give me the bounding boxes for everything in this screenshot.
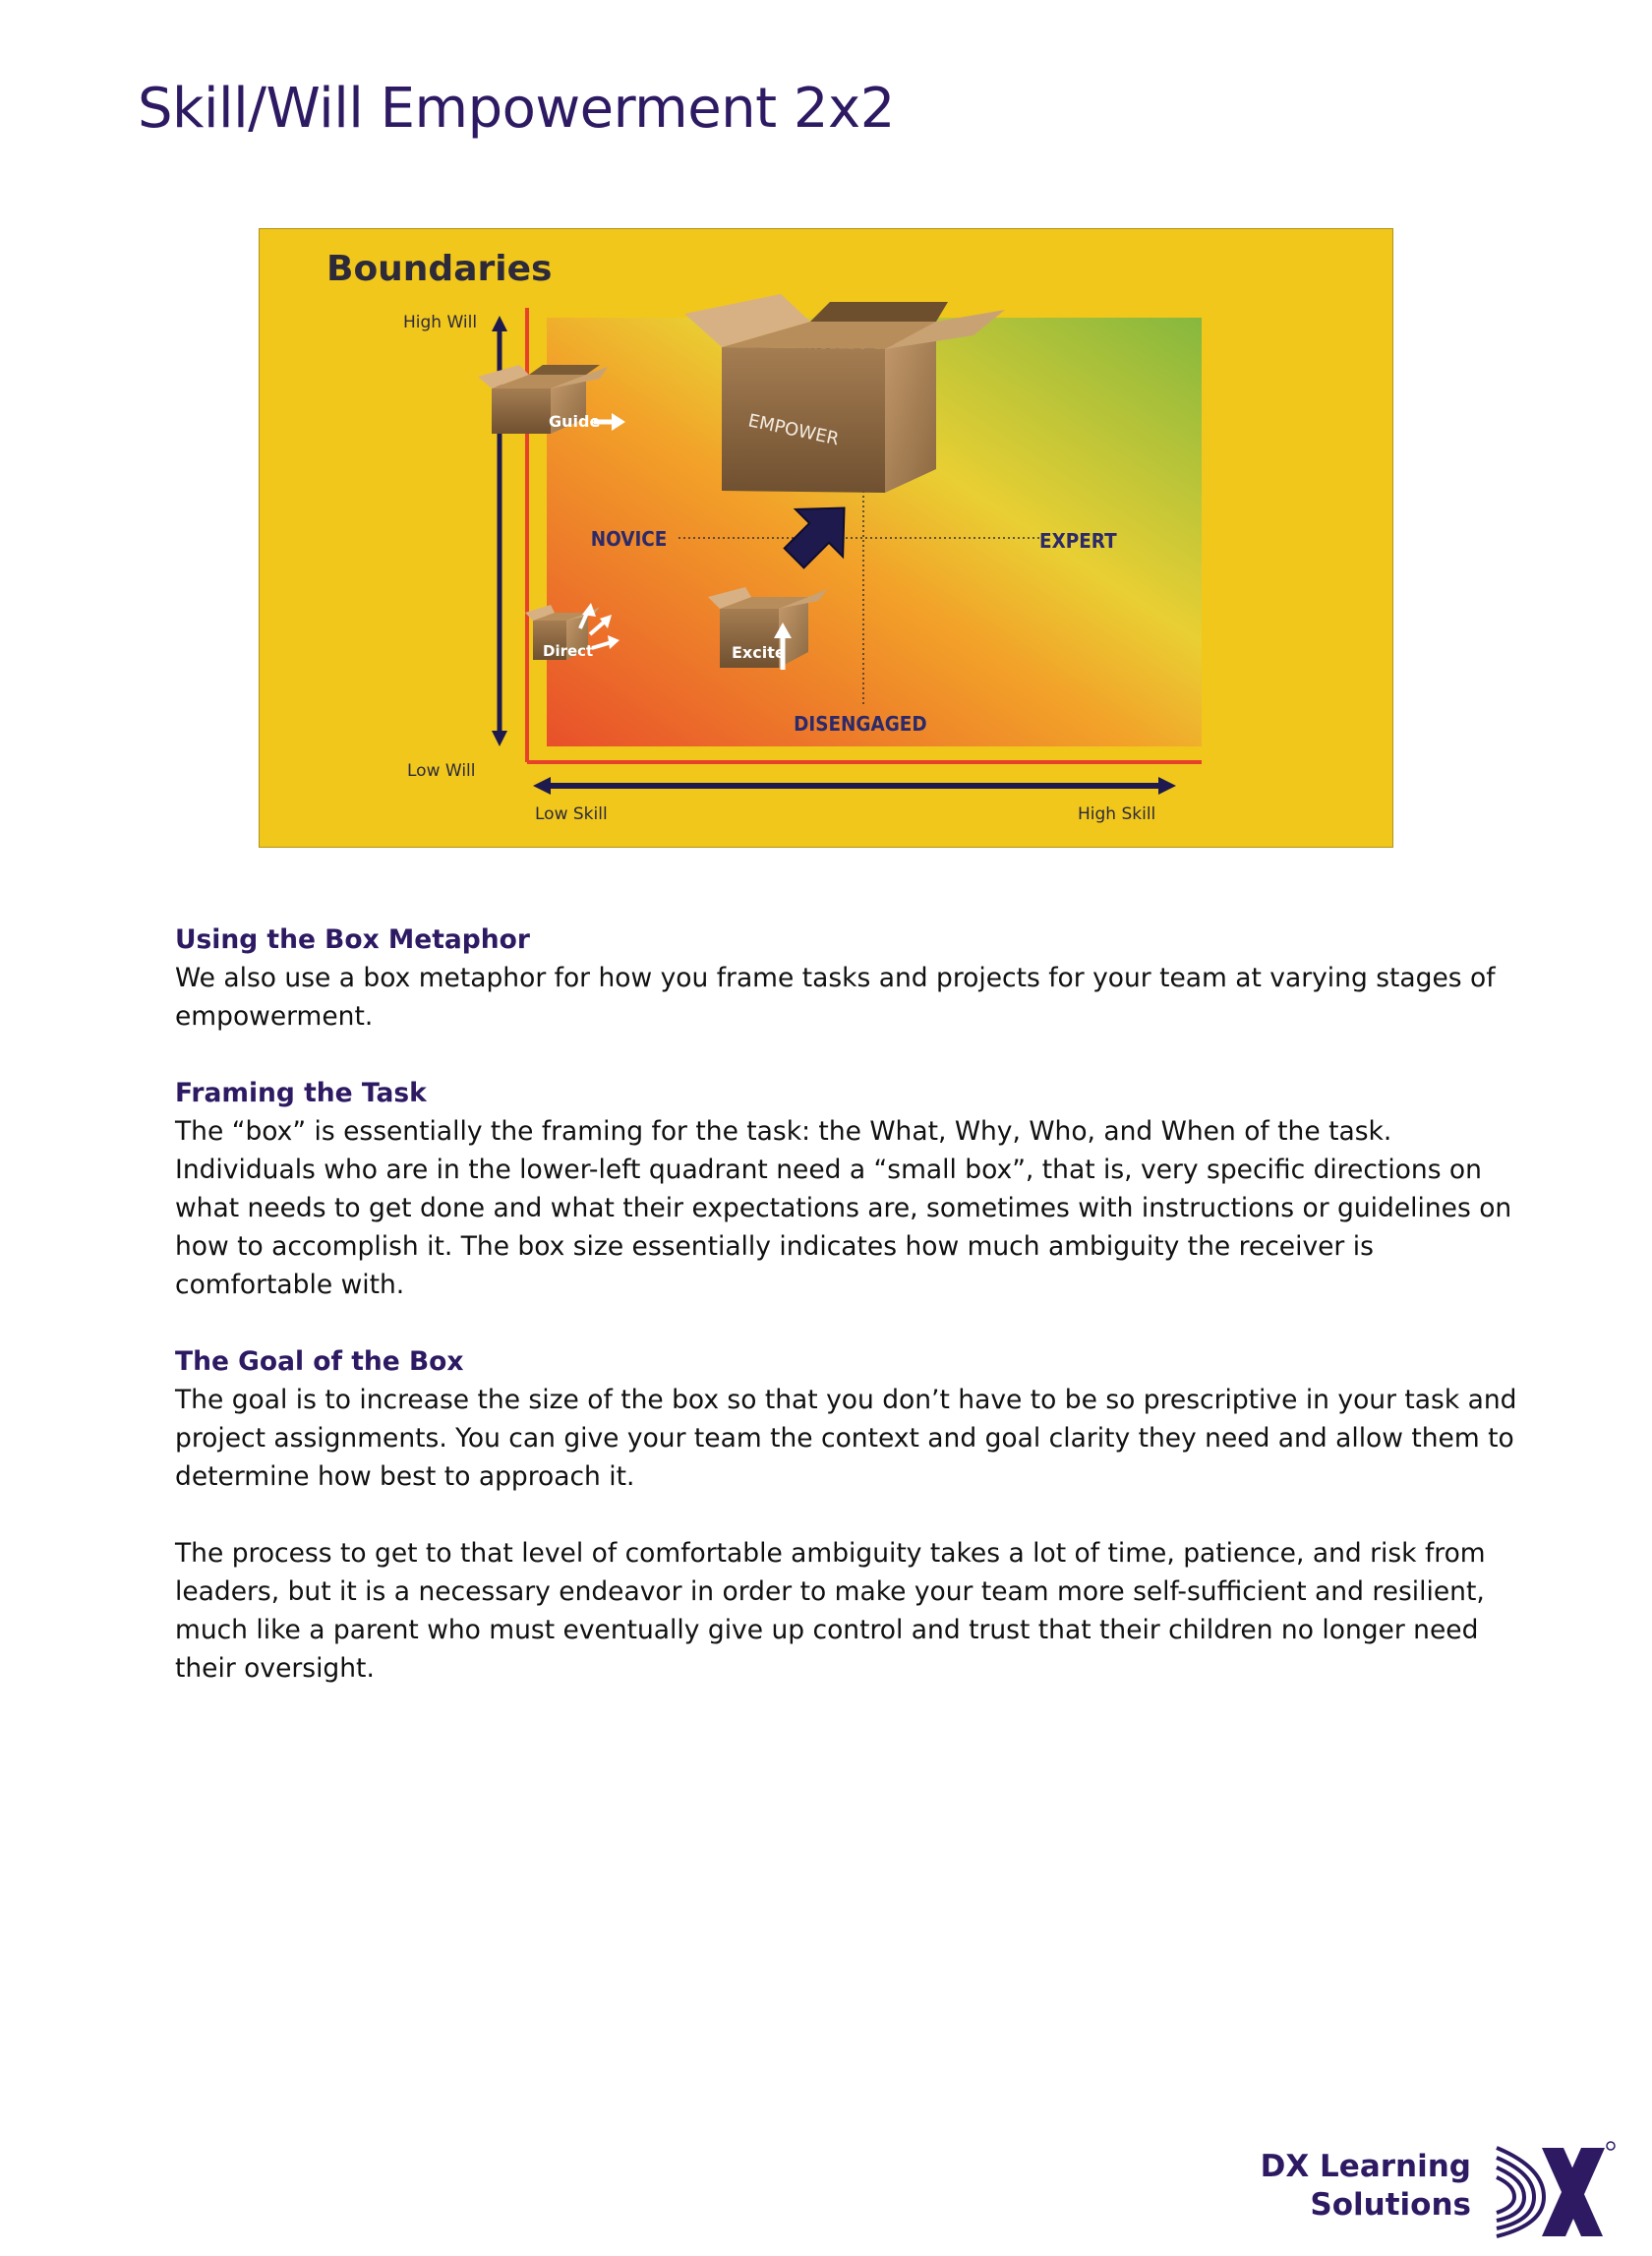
x-axis-high-label: High Skill	[1078, 804, 1156, 824]
section-heading: The Goal of the Box	[175, 1346, 464, 1377]
will-arrow-head-up	[492, 316, 507, 331]
logo-wordmark	[1261, 2148, 1471, 2225]
section-body: The goal is to increase the size of the box so that you don’t have to be so prescriptive in your task and project assignments. You can give your team the context and goal clarity they need and allow them to determine how best to approach it.	[175, 1385, 1517, 1492]
skill-arrow-head-left	[533, 777, 551, 795]
will-arrow-head-down	[492, 731, 507, 746]
y-axis-high-label: High Will	[403, 313, 478, 332]
section-heading: Framing the Task	[175, 1078, 427, 1108]
y-axis-low-label: Low Will	[407, 761, 476, 781]
section-body: We also use a box metaphor for how you frame tasks and projects for your team at varying stages of empowerment.	[175, 963, 1496, 1032]
section-process	[175, 1534, 1522, 1688]
dx-learning-logo	[1260, 2134, 1621, 2242]
excite-box-label: Excite	[732, 643, 786, 662]
section-box-metaphor	[175, 920, 1522, 1036]
direct-box-label: Direct	[543, 642, 594, 660]
skill-arrow-head-right	[1158, 777, 1176, 795]
label-expert: EXPERT	[1039, 529, 1117, 554]
section-body: The process to get to that level of comfortable ambiguity takes a lot of time, patience, and risk from leaders, but it is a necessary endeavor in order to make your team more self-sufficient and resilient, much like a parent who must eventually give up control and trust that their children no longer need their oversight.	[175, 1538, 1486, 1684]
x-axis-low-label: Low Skill	[535, 804, 608, 824]
diagram-title: Boundaries	[326, 249, 553, 289]
skill-will-diagram	[259, 228, 1393, 848]
section-body: The “box” is essentially the framing for the task: the What, Why, Who, and When of the task. Individuals who are in the lower-left quadrant need a “small box”, that is, very specific directions on what needs to get done and what their expectations are, sometimes with instructions or guidelines on how to accomplish it. The box size essentially indicates how much ambiguity the receiver is comfortable with.	[175, 1116, 1512, 1300]
label-novice: NOVICE	[590, 527, 668, 552]
guide-box-label: Guide	[549, 412, 601, 431]
page-title: Skill/Will Empowerment 2x2	[138, 77, 895, 141]
section-framing-task	[175, 1074, 1522, 1304]
logo-line-2: Solutions	[1310, 2187, 1471, 2223]
boundaries-chart	[260, 229, 1394, 849]
dx-x-mark-icon	[1483, 2138, 1621, 2242]
section-goal-of-box	[175, 1342, 1522, 1496]
logo-line-1: DX Learning	[1260, 2149, 1471, 2184]
label-disengaged: DISENGAGED	[794, 712, 927, 737]
section-heading: Using the Box Metaphor	[175, 924, 530, 955]
body-text	[175, 920, 1522, 1726]
empower-box-label: EMPOWER	[745, 410, 841, 450]
